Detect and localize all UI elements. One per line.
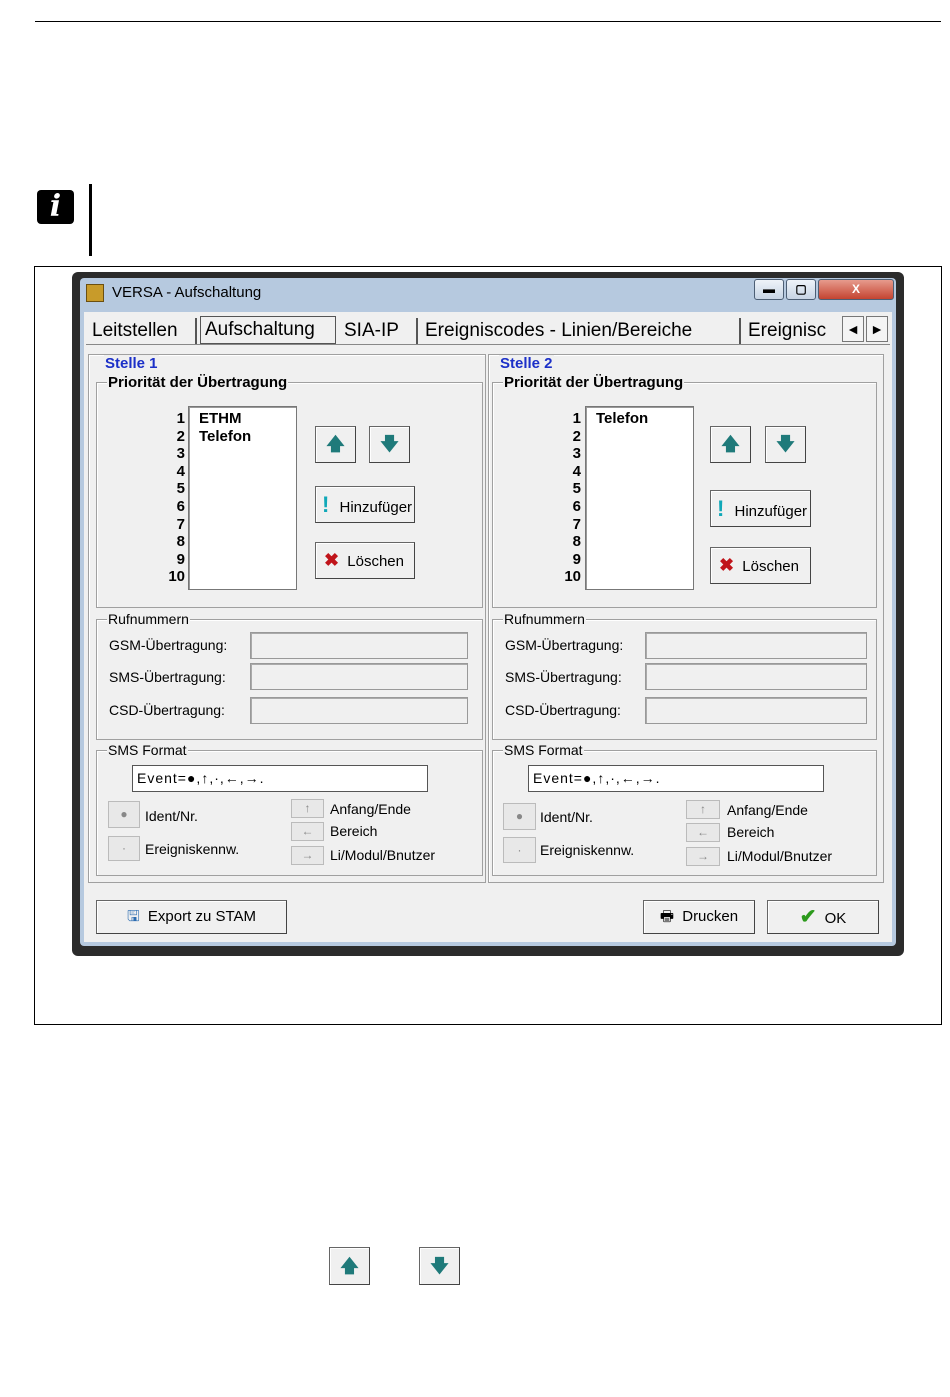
priority-number: 10	[168, 568, 185, 586]
csd-field[interactable]	[250, 697, 468, 724]
anfang-ende-label: Anfang/Ende	[330, 801, 411, 817]
ereigniskennw-button[interactable]: ·	[503, 837, 536, 863]
priority-number: 8	[572, 533, 581, 551]
priority-number: 6	[572, 497, 581, 515]
priority-number: 10	[564, 568, 581, 586]
checkmark-icon: ✔	[799, 906, 817, 928]
maximize-button[interactable]: ▢	[786, 279, 816, 300]
delete-x-icon: ✖	[324, 550, 340, 570]
bereich-button[interactable]: ←	[291, 822, 324, 841]
ident-label: Ident/Nr.	[145, 808, 198, 824]
sms-format-input[interactable]: Event=●,↑,·,←,→.	[528, 765, 824, 792]
station-2-priority-title: Priorität der Übertragung	[504, 374, 684, 391]
move-down-button[interactable]: 🡇	[765, 426, 806, 463]
priority-number: 7	[572, 515, 581, 533]
gsm-label: GSM-Übertragung:	[109, 637, 228, 653]
station-2-priority-list[interactable]	[585, 406, 694, 590]
header-rule	[35, 21, 941, 22]
priority-number: 9	[572, 550, 581, 568]
down-arrow-icon: 🡇	[419, 1247, 460, 1285]
station-2-priority-numbers	[559, 410, 581, 586]
info-icon: i	[37, 190, 74, 224]
station-1-sms-title: SMS Format	[108, 742, 187, 758]
add-button[interactable]	[710, 490, 811, 527]
export-stam-button[interactable]	[96, 900, 287, 934]
station-1-priority-list[interactable]	[188, 406, 297, 590]
station-1-title: Stelle 1	[105, 355, 158, 372]
move-up-button[interactable]: 🡅	[710, 426, 751, 463]
tab-ereigniscodes[interactable]: Ereignisc	[748, 320, 827, 341]
exclamation-icon: !	[322, 492, 330, 517]
anfang-ende-button[interactable]: ↑	[686, 800, 720, 819]
exclamation-icon: !	[717, 496, 725, 521]
li-modul-button[interactable]: →	[686, 847, 720, 866]
up-arrow-icon: 🡅	[329, 1247, 370, 1285]
list-item[interactable]: Telefon	[596, 410, 649, 427]
tab-scroll-left-icon[interactable]: ◄	[842, 316, 864, 342]
priority-number: 8	[176, 533, 185, 551]
ident-label: Ident/Nr.	[540, 809, 593, 825]
window-title: VERSA - Aufschaltung	[112, 284, 262, 301]
priority-number: 3	[176, 445, 185, 463]
anfang-ende-button[interactable]: ↑	[291, 799, 324, 818]
ident-button[interactable]: ●	[108, 801, 140, 828]
priority-number: 5	[572, 480, 581, 498]
tab-divider	[86, 344, 890, 345]
app-icon	[86, 284, 104, 302]
priority-number: 3	[572, 445, 581, 463]
anfang-ende-label: Anfang/Ende	[727, 802, 808, 818]
priority-number: 2	[572, 427, 581, 445]
tab-ereigniscodes-linien[interactable]: Ereigniscodes - Linien/Bereiche	[421, 318, 741, 344]
tab-sia-ip[interactable]: SIA-IP	[340, 318, 418, 344]
ident-button[interactable]: ●	[503, 803, 536, 830]
priority-number: 5	[176, 480, 185, 498]
csd-label: CSD-Übertragung:	[505, 702, 621, 718]
bereich-label: Bereich	[727, 824, 775, 840]
ereigniskennw-label: Ereigniskennw.	[540, 842, 635, 858]
csd-field[interactable]	[645, 697, 867, 724]
priority-number: 4	[572, 462, 581, 480]
print-button[interactable]	[643, 900, 755, 934]
ok-button[interactable]	[767, 900, 879, 934]
add-button-label: Hinzufüger	[339, 499, 413, 516]
ereigniskennw-label: Ereigniskennw.	[145, 841, 240, 857]
priority-number: 6	[176, 497, 185, 515]
export-icon: 🖫	[126, 908, 140, 925]
station-1-phones-title: Rufnummern	[108, 611, 189, 627]
station-2-title: Stelle 2	[500, 355, 553, 372]
move-up-button[interactable]: 🡅	[315, 426, 356, 463]
tab-aufschaltung[interactable]: Aufschaltung	[200, 316, 336, 344]
minimize-button[interactable]: ▬	[754, 279, 784, 300]
priority-number: 4	[176, 462, 185, 480]
sms-label: SMS-Übertragung:	[505, 669, 622, 685]
info-bar	[89, 184, 92, 256]
sms-field[interactable]	[645, 663, 867, 690]
station-2-phones-title: Rufnummern	[504, 611, 585, 627]
delete-x-icon: ✖	[719, 555, 735, 575]
station-2-sms-title: SMS Format	[504, 742, 583, 758]
gsm-field[interactable]	[645, 632, 867, 659]
delete-button-label: Löschen	[347, 553, 404, 570]
csd-label: CSD-Übertragung:	[109, 702, 225, 718]
gsm-field[interactable]	[250, 632, 468, 659]
delete-button-label: Löschen	[742, 558, 799, 575]
li-modul-label: Li/Modul/Bnutzer	[727, 848, 833, 864]
priority-number: 7	[176, 515, 185, 533]
priority-number: 1	[572, 410, 581, 427]
station-1-priority-numbers	[163, 410, 185, 586]
bereich-label: Bereich	[330, 823, 378, 839]
delete-button[interactable]	[315, 542, 415, 579]
list-item[interactable]: ETHM	[199, 410, 242, 427]
sms-field[interactable]	[250, 663, 468, 690]
close-button[interactable]: X	[818, 279, 894, 300]
bereich-button[interactable]: ←	[686, 823, 720, 842]
sms-format-input[interactable]: Event=●,↑,·,←,→.	[132, 765, 428, 792]
li-modul-button[interactable]: →	[291, 846, 324, 865]
priority-number: 2	[176, 427, 185, 445]
ereigniskennw-button[interactable]: ·	[108, 836, 140, 861]
move-down-button[interactable]: 🡇	[369, 426, 410, 463]
ok-label: OK	[824, 910, 847, 927]
tab-scroll-right-icon[interactable]: ►	[866, 316, 888, 342]
gsm-label: GSM-Übertragung:	[505, 637, 624, 653]
priority-number: 9	[176, 550, 185, 568]
li-modul-label: Li/Modul/Bnutzer	[330, 847, 436, 863]
sms-label: SMS-Übertragung:	[109, 669, 226, 685]
tab-leitstellen[interactable]: Leitstellen	[88, 318, 197, 344]
station-1-priority-title: Priorität der Übertragung	[108, 374, 288, 391]
export-label: Export zu STAM	[147, 908, 257, 925]
add-button[interactable]	[315, 486, 415, 523]
printer-icon: 🖶	[659, 908, 675, 925]
add-button-label: Hinzufüger	[734, 503, 808, 520]
list-item[interactable]: Telefon	[199, 427, 252, 445]
print-label: Drucken	[682, 908, 739, 925]
priority-number: 1	[176, 410, 185, 427]
delete-button[interactable]	[710, 547, 811, 584]
